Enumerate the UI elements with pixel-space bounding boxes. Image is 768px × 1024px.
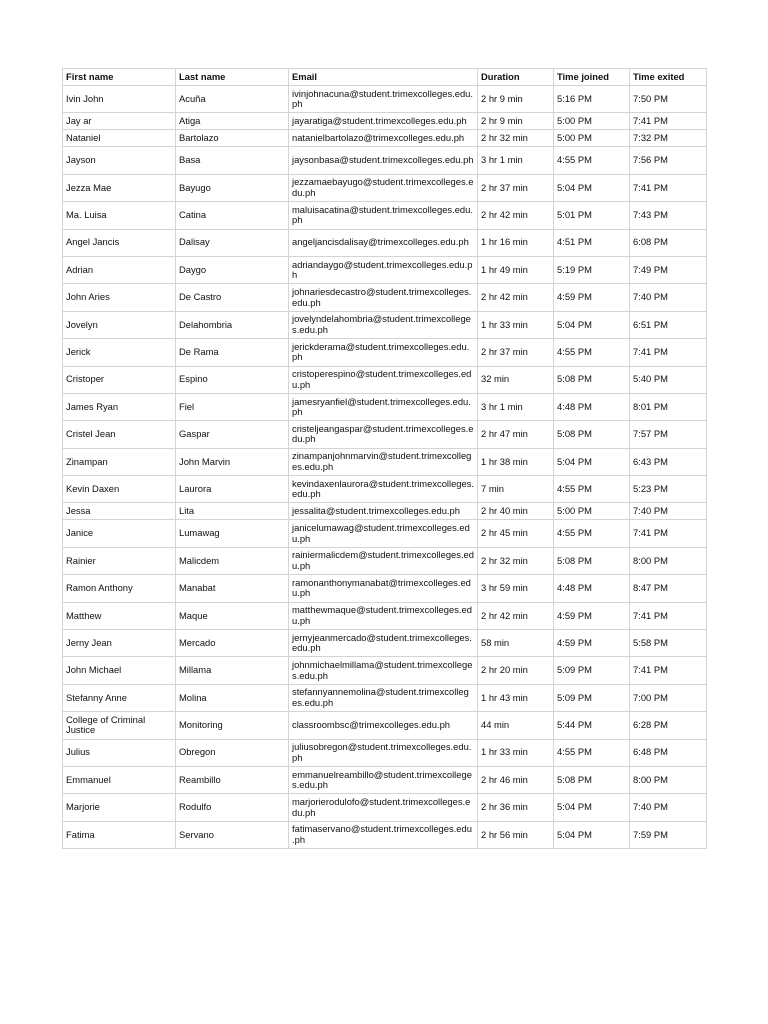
header-time-joined: Time joined <box>554 69 630 86</box>
cell-last-name: Delahombria <box>176 311 289 338</box>
cell-email[interactable]: jezzamaebayugo@student.trimexcolleges.edu.ph <box>289 174 478 201</box>
cell-last-name: Maque <box>176 602 289 629</box>
cell-last-name: Mercado <box>176 630 289 657</box>
cell-first-name: Marjorie <box>63 794 176 821</box>
cell-first-name: Matthew <box>63 602 176 629</box>
attendance-sheet <box>62 68 706 849</box>
cell-last-name: Millama <box>176 657 289 684</box>
cell-duration: 2 hr 47 min <box>478 421 554 448</box>
cell-email[interactable]: juliusobregon@student.trimexcolleges.edu.ph <box>289 739 478 766</box>
cell-first-name: Adrian <box>63 256 176 283</box>
table-row <box>63 256 707 283</box>
cell-duration: 2 hr 45 min <box>478 520 554 547</box>
cell-duration: 2 hr 36 min <box>478 794 554 821</box>
cell-duration: 2 hr 42 min <box>478 202 554 229</box>
cell-last-name: John Marvin <box>176 448 289 475</box>
table-row <box>63 476 707 503</box>
table-row <box>63 739 707 766</box>
table-row <box>63 503 707 520</box>
table-row <box>63 174 707 201</box>
cell-time-exited: 7:40 PM <box>630 503 707 520</box>
cell-time-joined: 4:59 PM <box>554 284 630 311</box>
cell-email[interactable]: ivinjohnacuna@student.trimexcolleges.edu.ph <box>289 86 478 113</box>
cell-time-joined: 5:04 PM <box>554 821 630 848</box>
cell-duration: 2 hr 56 min <box>478 821 554 848</box>
cell-last-name: Laurora <box>176 476 289 503</box>
cell-duration: 2 hr 42 min <box>478 284 554 311</box>
table-row <box>63 366 707 393</box>
cell-email[interactable]: jaysonbasa@student.trimexcolleges.edu.ph <box>289 147 478 174</box>
cell-time-exited: 7:40 PM <box>630 794 707 821</box>
cell-time-exited: 7:41 PM <box>630 174 707 201</box>
cell-first-name: Jerny Jean <box>63 630 176 657</box>
cell-email[interactable]: zinampanjohnmarvin@student.trimexcolleges.edu.ph <box>289 448 478 475</box>
attendance-table <box>62 68 707 849</box>
cell-time-exited: 7:41 PM <box>630 657 707 684</box>
cell-time-joined: 5:01 PM <box>554 202 630 229</box>
cell-last-name: Lita <box>176 503 289 520</box>
cell-first-name: Jayson <box>63 147 176 174</box>
table-row <box>63 766 707 793</box>
cell-first-name: Emmanuel <box>63 766 176 793</box>
cell-duration: 2 hr 40 min <box>478 503 554 520</box>
table-row <box>63 547 707 574</box>
cell-first-name: John Aries <box>63 284 176 311</box>
cell-time-exited: 5:58 PM <box>630 630 707 657</box>
cell-duration: 44 min <box>478 712 554 739</box>
cell-time-joined: 5:09 PM <box>554 657 630 684</box>
cell-first-name: Ramon Anthony <box>63 575 176 602</box>
cell-duration: 2 hr 9 min <box>478 86 554 113</box>
cell-time-exited: 8:01 PM <box>630 393 707 420</box>
table-row <box>63 113 707 130</box>
cell-time-joined: 5:04 PM <box>554 311 630 338</box>
cell-last-name: Molina <box>176 684 289 711</box>
cell-first-name: James Ryan <box>63 393 176 420</box>
cell-duration: 32 min <box>478 366 554 393</box>
cell-last-name: Reambillo <box>176 766 289 793</box>
cell-time-exited: 7:59 PM <box>630 821 707 848</box>
cell-last-name: Bartolazo <box>176 130 289 147</box>
cell-time-joined: 4:59 PM <box>554 630 630 657</box>
table-row <box>63 821 707 848</box>
cell-time-exited: 6:28 PM <box>630 712 707 739</box>
cell-time-exited: 7:41 PM <box>630 113 707 130</box>
cell-email[interactable]: emmanuelreambillo@student.trimexcolleges.edu.ph <box>289 766 478 793</box>
cell-first-name: College of Criminal Justice <box>63 712 176 739</box>
cell-first-name: John Michael <box>63 657 176 684</box>
cell-first-name: Rainier <box>63 547 176 574</box>
table-row <box>63 794 707 821</box>
cell-duration: 2 hr 37 min <box>478 339 554 366</box>
cell-last-name: Bayugo <box>176 174 289 201</box>
cell-email[interactable]: janicelumawag@student.trimexcolleges.edu.ph <box>289 520 478 547</box>
table-row <box>63 602 707 629</box>
cell-last-name: Manabat <box>176 575 289 602</box>
cell-first-name: Ma. Luisa <box>63 202 176 229</box>
cell-time-exited: 7:41 PM <box>630 520 707 547</box>
header-time-exited: Time exited <box>630 69 707 86</box>
cell-email[interactable]: rainiermalicdem@student.trimexcolleges.edu.ph <box>289 547 478 574</box>
cell-email[interactable]: johnariesdecastro@student.trimexcolleges.edu.ph <box>289 284 478 311</box>
cell-time-exited: 7:50 PM <box>630 86 707 113</box>
cell-time-exited: 8:00 PM <box>630 547 707 574</box>
table-row <box>63 229 707 256</box>
cell-first-name: Fatima <box>63 821 176 848</box>
cell-duration: 2 hr 20 min <box>478 657 554 684</box>
cell-time-joined: 5:08 PM <box>554 766 630 793</box>
cell-time-joined: 4:48 PM <box>554 575 630 602</box>
cell-time-exited: 7:00 PM <box>630 684 707 711</box>
cell-duration: 1 hr 49 min <box>478 256 554 283</box>
cell-duration: 3 hr 1 min <box>478 147 554 174</box>
cell-time-joined: 5:08 PM <box>554 366 630 393</box>
table-row <box>63 520 707 547</box>
cell-time-joined: 4:55 PM <box>554 520 630 547</box>
cell-time-joined: 4:55 PM <box>554 739 630 766</box>
table-row <box>63 657 707 684</box>
table-row <box>63 147 707 174</box>
cell-time-joined: 5:44 PM <box>554 712 630 739</box>
cell-last-name: Acuña <box>176 86 289 113</box>
cell-first-name: Jessa <box>63 503 176 520</box>
table-row <box>63 630 707 657</box>
cell-duration: 1 hr 16 min <box>478 229 554 256</box>
table-row <box>63 86 707 113</box>
cell-time-exited: 7:41 PM <box>630 339 707 366</box>
cell-last-name: Monitoring <box>176 712 289 739</box>
table-row <box>63 339 707 366</box>
cell-time-exited: 6:51 PM <box>630 311 707 338</box>
cell-email[interactable]: jessalita@student.trimexcolleges.edu.ph <box>289 503 478 520</box>
cell-time-joined: 4:55 PM <box>554 147 630 174</box>
table-row <box>63 421 707 448</box>
cell-time-exited: 6:08 PM <box>630 229 707 256</box>
table-body <box>63 86 707 849</box>
cell-last-name: Obregon <box>176 739 289 766</box>
header-last-name: Last name <box>176 69 289 86</box>
cell-email[interactable]: natanielbartolazo@trimexcolleges.edu.ph <box>289 130 478 147</box>
cell-time-exited: 7:57 PM <box>630 421 707 448</box>
cell-last-name: Fiel <box>176 393 289 420</box>
cell-time-exited: 7:56 PM <box>630 147 707 174</box>
cell-time-joined: 5:16 PM <box>554 86 630 113</box>
cell-time-exited: 5:40 PM <box>630 366 707 393</box>
cell-duration: 2 hr 9 min <box>478 113 554 130</box>
cell-time-exited: 5:23 PM <box>630 476 707 503</box>
cell-last-name: De Rama <box>176 339 289 366</box>
cell-time-joined: 4:55 PM <box>554 339 630 366</box>
cell-last-name: Catina <box>176 202 289 229</box>
cell-last-name: Servano <box>176 821 289 848</box>
cell-last-name: De Castro <box>176 284 289 311</box>
cell-duration: 58 min <box>478 630 554 657</box>
cell-email[interactable]: jerickderama@student.trimexcolleges.edu.ph <box>289 339 478 366</box>
cell-duration: 2 hr 42 min <box>478 602 554 629</box>
cell-email[interactable]: johnmichaelmillama@student.trimexcolleges.edu.ph <box>289 657 478 684</box>
cell-first-name: Jezza Mae <box>63 174 176 201</box>
cell-email[interactable]: marjorierodulofo@student.trimexcolleges.edu.ph <box>289 794 478 821</box>
cell-email[interactable]: jovelyndelahombria@student.trimexcolleges.edu.ph <box>289 311 478 338</box>
cell-email[interactable]: cristeljeangaspar@student.trimexcolleges.edu.ph <box>289 421 478 448</box>
header-first-name: First name <box>63 69 176 86</box>
cell-time-joined: 4:48 PM <box>554 393 630 420</box>
table-row <box>63 393 707 420</box>
table-row <box>63 130 707 147</box>
cell-email[interactable]: cristoperespino@student.trimexcolleges.edu.ph <box>289 366 478 393</box>
cell-duration: 7 min <box>478 476 554 503</box>
cell-last-name: Lumawag <box>176 520 289 547</box>
cell-last-name: Espino <box>176 366 289 393</box>
cell-first-name: Nataniel <box>63 130 176 147</box>
cell-email[interactable]: maluisacatina@student.trimexcolleges.edu.ph <box>289 202 478 229</box>
header-email: Email <box>289 69 478 86</box>
table-row <box>63 684 707 711</box>
cell-first-name: Ivin John <box>63 86 176 113</box>
cell-first-name: Jay ar <box>63 113 176 130</box>
table-row <box>63 311 707 338</box>
cell-duration: 3 hr 59 min <box>478 575 554 602</box>
cell-time-exited: 8:47 PM <box>630 575 707 602</box>
cell-email[interactable]: classroombsc@trimexcolleges.edu.ph <box>289 712 478 739</box>
cell-first-name: Kevin Daxen <box>63 476 176 503</box>
cell-time-exited: 6:43 PM <box>630 448 707 475</box>
cell-time-joined: 5:08 PM <box>554 421 630 448</box>
cell-first-name: Cristel Jean <box>63 421 176 448</box>
cell-last-name: Dalisay <box>176 229 289 256</box>
cell-duration: 2 hr 46 min <box>478 766 554 793</box>
cell-time-joined: 5:00 PM <box>554 113 630 130</box>
header-duration: Duration <box>478 69 554 86</box>
cell-first-name: Stefanny Anne <box>63 684 176 711</box>
cell-email[interactable]: adriandaygo@student.trimexcolleges.edu.ph <box>289 256 478 283</box>
cell-time-exited: 7:40 PM <box>630 284 707 311</box>
cell-email[interactable]: jernyjeanmercado@student.trimexcolleges.edu.ph <box>289 630 478 657</box>
cell-duration: 1 hr 33 min <box>478 311 554 338</box>
cell-duration: 1 hr 43 min <box>478 684 554 711</box>
cell-time-exited: 7:43 PM <box>630 202 707 229</box>
cell-first-name: Janice <box>63 520 176 547</box>
cell-duration: 1 hr 38 min <box>478 448 554 475</box>
cell-email[interactable]: angeljancisdalisay@trimexcolleges.edu.ph <box>289 229 478 256</box>
cell-first-name: Jovelyn <box>63 311 176 338</box>
cell-time-exited: 8:00 PM <box>630 766 707 793</box>
cell-last-name: Atiga <box>176 113 289 130</box>
cell-time-joined: 5:00 PM <box>554 130 630 147</box>
cell-email[interactable]: matthewmaque@student.trimexcolleges.edu.ph <box>289 602 478 629</box>
cell-email[interactable]: jamesryanfiel@student.trimexcolleges.edu.ph <box>289 393 478 420</box>
cell-duration: 2 hr 32 min <box>478 547 554 574</box>
cell-duration: 1 hr 33 min <box>478 739 554 766</box>
cell-time-joined: 4:51 PM <box>554 229 630 256</box>
cell-time-exited: 7:41 PM <box>630 602 707 629</box>
cell-time-joined: 5:09 PM <box>554 684 630 711</box>
cell-first-name: Julius <box>63 739 176 766</box>
cell-last-name: Malicdem <box>176 547 289 574</box>
cell-time-joined: 4:55 PM <box>554 476 630 503</box>
cell-first-name: Zinampan <box>63 448 176 475</box>
cell-time-joined: 5:00 PM <box>554 503 630 520</box>
cell-first-name: Angel Jancis <box>63 229 176 256</box>
table-row <box>63 575 707 602</box>
table-header-row <box>63 69 707 86</box>
cell-last-name: Daygo <box>176 256 289 283</box>
cell-email[interactable]: ramonanthonymanabat@trimexcolleges.edu.ph <box>289 575 478 602</box>
cell-last-name: Gaspar <box>176 421 289 448</box>
cell-duration: 2 hr 37 min <box>478 174 554 201</box>
cell-first-name: Cristoper <box>63 366 176 393</box>
table-row <box>63 202 707 229</box>
cell-duration: 3 hr 1 min <box>478 393 554 420</box>
table-row <box>63 284 707 311</box>
cell-last-name: Basa <box>176 147 289 174</box>
cell-time-exited: 7:49 PM <box>630 256 707 283</box>
cell-time-joined: 5:04 PM <box>554 174 630 201</box>
cell-first-name: Jerick <box>63 339 176 366</box>
table-row <box>63 712 707 739</box>
cell-last-name: Rodulfo <box>176 794 289 821</box>
cell-time-exited: 7:32 PM <box>630 130 707 147</box>
cell-time-joined: 5:04 PM <box>554 448 630 475</box>
cell-email[interactable]: jayaratiga@student.trimexcolleges.edu.ph <box>289 113 478 130</box>
cell-time-joined: 5:04 PM <box>554 794 630 821</box>
cell-time-joined: 5:08 PM <box>554 547 630 574</box>
cell-email[interactable]: fatimaservano@student.trimexcolleges.edu.ph <box>289 821 478 848</box>
cell-time-joined: 4:59 PM <box>554 602 630 629</box>
table-row <box>63 448 707 475</box>
cell-email[interactable]: kevindaxenlaurora@student.trimexcolleges.edu.ph <box>289 476 478 503</box>
cell-duration: 2 hr 32 min <box>478 130 554 147</box>
cell-time-joined: 5:19 PM <box>554 256 630 283</box>
cell-time-exited: 6:48 PM <box>630 739 707 766</box>
cell-email[interactable]: stefannyannemolina@student.trimexcolleges.edu.ph <box>289 684 478 711</box>
